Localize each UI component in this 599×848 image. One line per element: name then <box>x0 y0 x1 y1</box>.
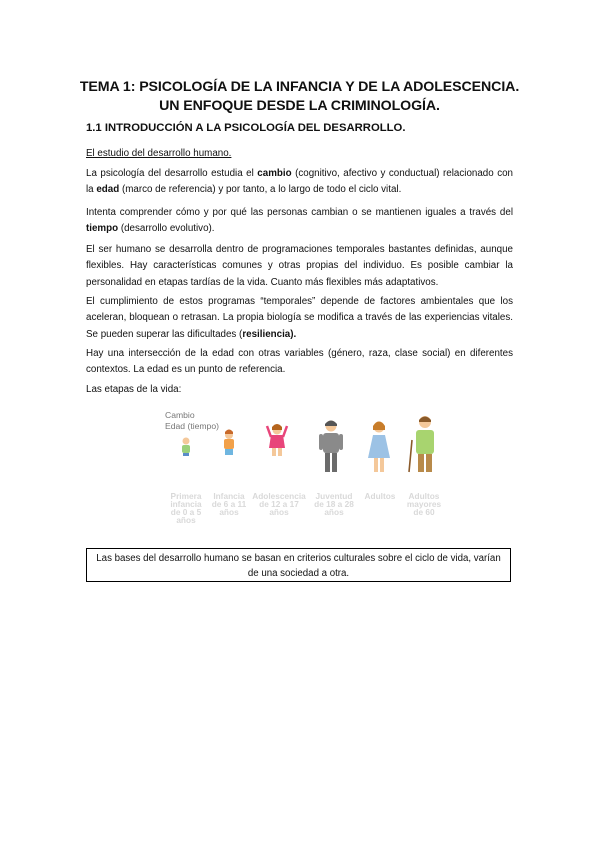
p2-bold-tiempo: tiempo <box>86 223 119 235</box>
summary-line-2: de una sociedad a otra. <box>247 568 350 579</box>
paragraph-6: Las etapas de la vida: <box>86 384 182 395</box>
summary-line-1: Las bases del desarrollo humano se basan en criterios culturales sobre el ciclo de vida, varían <box>96 553 501 564</box>
paragraph-4 <box>86 294 513 343</box>
p1-bold-cambio: cambio <box>257 168 292 179</box>
paragraph-5: Hay una intersección de la edad con otras variables (género, raza, clase social) en diferentes contextos. La edad es un punto de referencia. <box>86 348 513 376</box>
p1-bold-edad: edad <box>96 184 120 196</box>
axis-label-cambio: Cambio <box>165 410 195 420</box>
elderly-figure <box>409 416 434 472</box>
section-heading: 1.1 INTRODUCCIÓN A LA PSICOLOGÍA DEL DESARROLLO. <box>86 122 406 134</box>
life-stages-figure <box>165 410 445 535</box>
stage-label-youth: Juventud de 18 a 28 años <box>314 491 354 517</box>
document-title <box>0 78 599 116</box>
subheading: El estudio del desarrollo humano. <box>86 148 232 159</box>
stage-label-adults: Adultos <box>364 491 396 501</box>
p4-text-a: El cumplimiento de estos programas “temporales” depende de factores ambientales que los aceleran, bloquean o retrasan. La propia biología se modifica a través de las experiencias vitales. Se pueden superar las dificultades ( <box>86 296 513 340</box>
summary-box <box>86 548 511 582</box>
p4-text-c: ). <box>290 328 297 340</box>
p2-text-c: (desarrollo evolutivo). <box>118 223 215 235</box>
toddler-figure <box>182 438 190 457</box>
life-stages-illustration <box>165 410 445 490</box>
young-adult-figure <box>319 421 343 473</box>
adult-figure <box>368 422 390 473</box>
p4-bold-resiliencia: resiliencia <box>242 328 291 340</box>
p1-text-e: (marco de referencia) y por tanto, a lo largo de todo el ciclo vital. <box>119 184 402 196</box>
stage-label-adolescence: Adolescencia de 12 a 17 años <box>252 491 306 517</box>
paragraph-1 <box>86 166 513 199</box>
p1-text-a: La psicología del desarrollo estudia el <box>86 168 258 179</box>
p2-text-a: Intenta comprender cómo y por qué las personas cambian o se mantienen iguales a través del <box>86 207 513 218</box>
teen-figure <box>267 424 287 456</box>
stage-label-childhood: Infancia de 6 a 11 años <box>211 491 247 517</box>
p1-text-c: (cognitivo, afectivo y conductual) relacionado con la <box>86 168 513 196</box>
paragraph-2 <box>86 205 513 238</box>
child-figure <box>224 430 234 456</box>
stage-label-older-adults: Adultos mayores de 60 <box>406 491 442 517</box>
paragraph-3: El ser humano se desarrolla dentro de programaciones temporales bastantes definidas, aunque flexibles. Hay características comunes y otras propias del individuo. Es posible cambiar la personalidad en etapas tardías de la vida. Cuanto más flexibles más adaptativos. <box>86 244 513 288</box>
axis-label-edad: Edad (tiempo) <box>165 421 219 431</box>
title-line-1: TEMA 1: PSICOLOGÍA DE LA INFANCIA Y DE LA ADOLESCENCIA. <box>79 79 520 95</box>
stage-label-early-childhood: Primera infancia de 0 a 5 años <box>170 491 202 525</box>
title-line-2: UN ENFOQUE DESDE LA CRIMINOLOGÍA. <box>159 98 440 114</box>
